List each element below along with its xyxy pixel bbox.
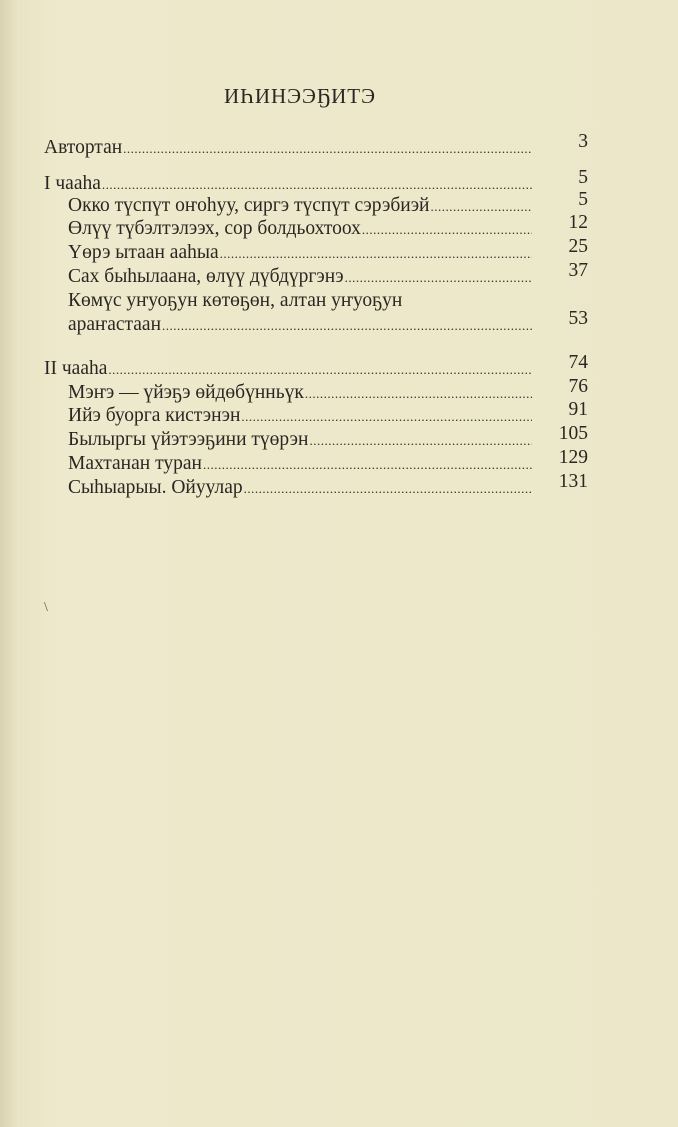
toc-entry-label: араҥастаан [68, 314, 162, 335]
dot-leader [220, 242, 532, 266]
toc-entry [68, 308, 588, 337]
toc-page-number: 5 [578, 167, 588, 188]
toc-page-number: 129 [558, 447, 588, 468]
toc-page-number: 3 [578, 131, 588, 152]
toc-page-number: 76 [568, 376, 588, 397]
toc-entry-label: Сах быһылаана, өлүү дүбдүргэнэ [68, 266, 344, 287]
toc-entry-label: Ийэ буорга кистэнэн [68, 405, 241, 426]
toc-entry-label: II чааһа [44, 358, 108, 379]
dot-leader [241, 405, 532, 429]
toc-entry [44, 131, 588, 160]
toc-page-number: 37 [568, 260, 588, 281]
toc-entry [68, 376, 588, 405]
dot-leader [309, 429, 532, 453]
toc-entry [68, 212, 588, 241]
dot-leader [108, 358, 532, 382]
toc-entry [44, 167, 588, 196]
dot-leader [162, 314, 532, 338]
toc-page-number: 74 [568, 352, 588, 373]
dot-leader [362, 218, 532, 242]
toc-entry [68, 471, 588, 500]
toc-entry-label: I чааһа [44, 173, 101, 194]
dot-leader [203, 453, 532, 477]
toc-entry-label: Окко түспүт оҥоһуу, сиргэ түспүт сэрэбиэй [68, 195, 430, 216]
dot-leader [244, 477, 532, 501]
toc-entry-label: Сыһыарыы. Ойуулар [68, 477, 243, 498]
toc-entry [68, 423, 588, 452]
toc-page-number: 105 [558, 423, 588, 444]
dot-leader [431, 195, 533, 219]
toc-page-number: 12 [568, 212, 588, 233]
toc-entry-label-line1: Көмүс уҥуоҕун көтөҕөн, алтан уҥуоҕун [68, 290, 403, 311]
toc-page-number: 91 [568, 399, 588, 420]
toc-entry-label: Автортан [44, 137, 123, 158]
toc-entry-label: Мэҥэ — үйэҕэ өйдөбүнньүк [68, 382, 304, 403]
toc-page-number: 53 [568, 308, 588, 329]
toc-entry-label: Былыргы үйэтээҕини түөрэн [68, 429, 309, 450]
toc-entry [68, 260, 588, 289]
toc-entry-label: Өлүү түбэлтэлээх, сор болдьохтоох [68, 218, 361, 239]
toc-entry [68, 189, 588, 218]
dot-leader [123, 137, 532, 161]
toc-page-number: 5 [578, 189, 588, 210]
print-speck: \ [44, 600, 48, 615]
dot-leader [305, 382, 532, 406]
toc-entry-label: Үөрэ ытаан ааһыа [68, 242, 219, 263]
toc-entry [68, 236, 588, 265]
page-title: ИҺИНЭЭҔИТЭ [224, 84, 376, 108]
toc-page-number: 131 [558, 471, 588, 492]
dot-leader [345, 266, 532, 290]
toc-entry [68, 447, 588, 476]
toc-page-number: 25 [568, 236, 588, 257]
toc-entry [44, 352, 588, 381]
toc-entry-label: Махтанан туран [68, 453, 202, 474]
toc-entry [68, 399, 588, 428]
